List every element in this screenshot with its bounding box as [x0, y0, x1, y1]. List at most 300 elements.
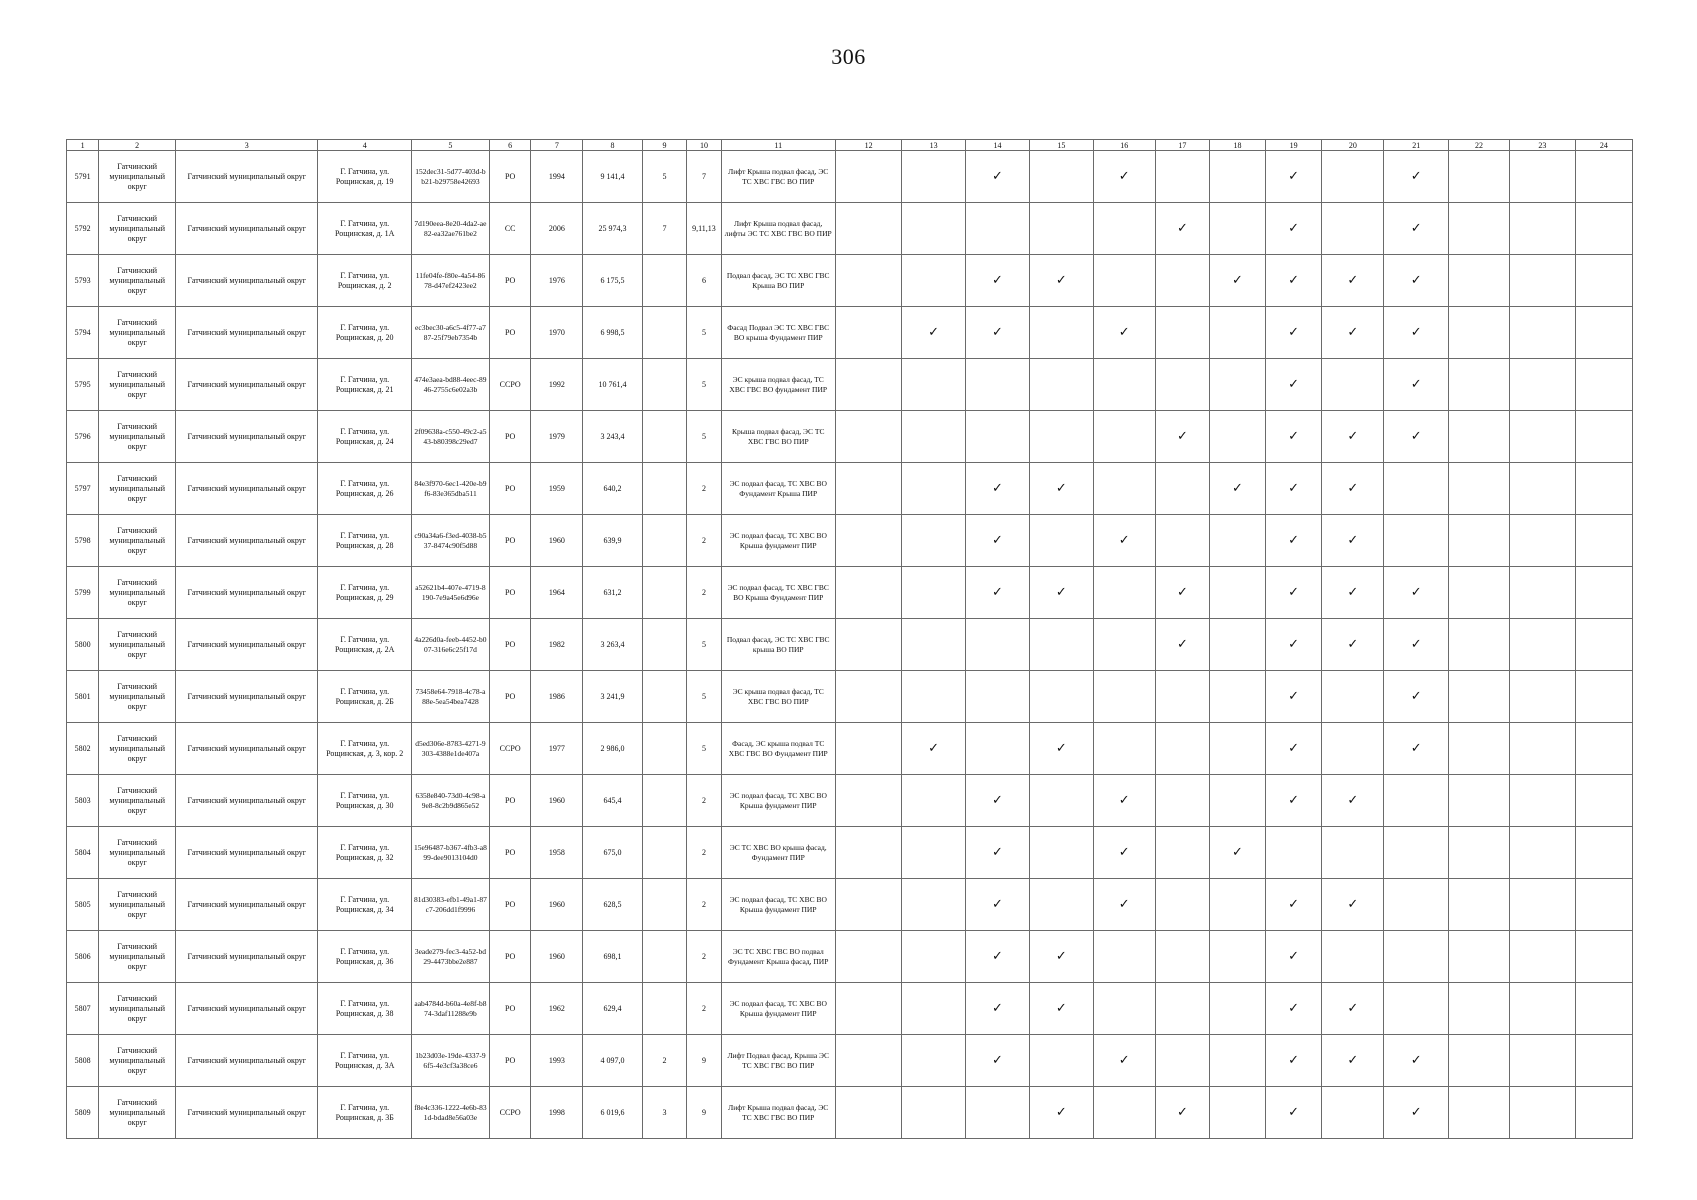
empty-mark-cell — [1575, 411, 1632, 463]
works-list-cell: Фасад, ЭС крыша подвал ТС ХВС ГВС ВО Фундамент ПИР — [721, 723, 835, 775]
empty-mark-cell — [1448, 359, 1509, 411]
address-cell: Г. Гатчина, ул. Рощинская, д. 2А — [318, 619, 412, 671]
house-guid-cell: 6358e840-73d0-4c98-a9e8-8c2b9d865e52 — [411, 775, 489, 827]
row-number: 5806 — [67, 931, 99, 983]
build-year-cell: 2006 — [531, 203, 583, 255]
table-row — [67, 619, 1633, 671]
build-year-cell: 1960 — [531, 515, 583, 567]
management-type-cell: РО — [489, 515, 531, 567]
build-year-cell: 1994 — [531, 151, 583, 203]
column-9-cell — [642, 671, 687, 723]
house-guid-cell: 11fe04fe-f80e-4a54-8678-d47ef2423ee2 — [411, 255, 489, 307]
empty-mark-cell — [902, 463, 965, 515]
floors-cell: 2 — [687, 879, 721, 931]
column-number-row — [67, 140, 1633, 151]
build-year-cell: 1959 — [531, 463, 583, 515]
table-row — [67, 671, 1633, 723]
check-mark-icon: ✓ — [1209, 827, 1265, 879]
empty-mark-cell — [1575, 931, 1632, 983]
empty-mark-cell — [1575, 151, 1632, 203]
district-cell: Гатчинский муниципальный округ — [99, 151, 176, 203]
management-type-cell: РО — [489, 619, 531, 671]
empty-mark-cell — [835, 775, 902, 827]
total-area-cell: 6 175,5 — [583, 255, 642, 307]
district-cell: Гатчинский муниципальный округ — [99, 567, 176, 619]
table-row — [67, 151, 1633, 203]
house-guid-cell: a52621b4-407e-4719-8190-7e9a45e6d96e — [411, 567, 489, 619]
empty-mark-cell — [1575, 723, 1632, 775]
empty-mark-cell — [1155, 515, 1209, 567]
district-cell: Гатчинский муниципальный округ — [99, 411, 176, 463]
column-number-23: 23 — [1510, 140, 1575, 151]
empty-mark-cell — [1575, 463, 1632, 515]
municipality-cell: Гатчинский муниципальный округ — [176, 151, 318, 203]
check-mark-icon: ✓ — [1209, 255, 1265, 307]
check-mark-icon: ✓ — [1266, 775, 1322, 827]
works-list-cell: ЭС подвал фасад, ТС ХВС ВО Крыша фундамент ПИР — [721, 775, 835, 827]
column-number-7: 7 — [531, 140, 583, 151]
column-9-cell — [642, 463, 687, 515]
empty-mark-cell — [1510, 671, 1575, 723]
build-year-cell: 1962 — [531, 983, 583, 1035]
empty-mark-cell — [1093, 931, 1155, 983]
municipality-cell: Гатчинский муниципальный округ — [176, 827, 318, 879]
municipality-cell: Гатчинский муниципальный округ — [176, 1087, 318, 1139]
total-area-cell: 639,9 — [583, 515, 642, 567]
check-mark-icon: ✓ — [965, 931, 1029, 983]
column-9-cell — [642, 411, 687, 463]
management-type-cell: РО — [489, 1035, 531, 1087]
floors-cell: 5 — [687, 671, 721, 723]
empty-mark-cell — [1575, 1087, 1632, 1139]
management-type-cell: РО — [489, 827, 531, 879]
check-mark-icon: ✓ — [1093, 775, 1155, 827]
column-9-cell — [642, 307, 687, 359]
empty-mark-cell — [835, 827, 902, 879]
empty-mark-cell — [1209, 411, 1265, 463]
empty-mark-cell — [1322, 203, 1384, 255]
municipality-cell: Гатчинский муниципальный округ — [176, 723, 318, 775]
column-number-21: 21 — [1384, 140, 1448, 151]
municipality-cell: Гатчинский муниципальный округ — [176, 775, 318, 827]
check-mark-icon: ✓ — [1322, 619, 1384, 671]
check-mark-icon: ✓ — [1322, 983, 1384, 1035]
column-9-cell — [642, 255, 687, 307]
empty-mark-cell — [1030, 203, 1093, 255]
empty-mark-cell — [835, 931, 902, 983]
empty-mark-cell — [902, 411, 965, 463]
row-number: 5793 — [67, 255, 99, 307]
empty-mark-cell — [1093, 255, 1155, 307]
empty-mark-cell — [1093, 203, 1155, 255]
district-cell: Гатчинский муниципальный округ — [99, 255, 176, 307]
empty-mark-cell — [1209, 983, 1265, 1035]
address-cell: Г. Гатчина, ул. Рощинская, д. 29 — [318, 567, 412, 619]
empty-mark-cell — [1575, 1035, 1632, 1087]
works-list-cell: Крыша подвал фасад, ЭС ТС ХВС ГВС ВО ПИР — [721, 411, 835, 463]
check-mark-icon: ✓ — [1030, 931, 1093, 983]
row-number: 5801 — [67, 671, 99, 723]
total-area-cell: 628,5 — [583, 879, 642, 931]
floors-cell: 5 — [687, 307, 721, 359]
empty-mark-cell — [1448, 203, 1509, 255]
check-mark-icon: ✓ — [1384, 411, 1448, 463]
empty-mark-cell — [965, 359, 1029, 411]
check-mark-icon: ✓ — [1266, 203, 1322, 255]
empty-mark-cell — [1030, 827, 1093, 879]
empty-mark-cell — [1209, 931, 1265, 983]
table-row — [67, 463, 1633, 515]
floors-cell: 5 — [687, 411, 721, 463]
build-year-cell: 1958 — [531, 827, 583, 879]
table-row — [67, 983, 1633, 1035]
municipality-cell: Гатчинский муниципальный округ — [176, 307, 318, 359]
house-guid-cell: c90a34a6-f3ed-4038-b537-8474c90f5d88 — [411, 515, 489, 567]
check-mark-icon: ✓ — [1266, 515, 1322, 567]
table-row — [67, 567, 1633, 619]
municipality-cell: Гатчинский муниципальный округ — [176, 931, 318, 983]
empty-mark-cell — [1510, 359, 1575, 411]
management-type-cell: ССРО — [489, 1087, 531, 1139]
empty-mark-cell — [1510, 775, 1575, 827]
empty-mark-cell — [902, 255, 965, 307]
column-number-9: 9 — [642, 140, 687, 151]
district-cell: Гатчинский муниципальный округ — [99, 463, 176, 515]
empty-mark-cell — [1384, 827, 1448, 879]
empty-mark-cell — [1155, 255, 1209, 307]
district-cell: Гатчинский муниципальный округ — [99, 879, 176, 931]
management-type-cell: РО — [489, 671, 531, 723]
empty-mark-cell — [1093, 359, 1155, 411]
floors-cell: 2 — [687, 463, 721, 515]
address-cell: Г. Гатчина, ул. Рощинская, д. 21 — [318, 359, 412, 411]
column-number-12: 12 — [835, 140, 902, 151]
empty-mark-cell — [835, 463, 902, 515]
column-9-cell: 3 — [642, 1087, 687, 1139]
row-number: 5808 — [67, 1035, 99, 1087]
municipality-cell: Гатчинский муниципальный округ — [176, 515, 318, 567]
empty-mark-cell — [1155, 307, 1209, 359]
empty-mark-cell — [1575, 775, 1632, 827]
build-year-cell: 1976 — [531, 255, 583, 307]
address-cell: Г. Гатчина, ул. Рощинская, д. 28 — [318, 515, 412, 567]
column-9-cell — [642, 775, 687, 827]
floors-cell: 9,11,13 — [687, 203, 721, 255]
empty-mark-cell — [1384, 463, 1448, 515]
check-mark-icon: ✓ — [965, 879, 1029, 931]
check-mark-icon: ✓ — [1384, 567, 1448, 619]
district-cell: Гатчинский муниципальный округ — [99, 515, 176, 567]
address-cell: Г. Гатчина, ул. Рощинская, д. 34 — [318, 879, 412, 931]
floors-cell: 7 — [687, 151, 721, 203]
house-guid-cell: d5ed306e-8783-4271-9303-4388e1de407a — [411, 723, 489, 775]
check-mark-icon: ✓ — [1266, 463, 1322, 515]
check-mark-icon: ✓ — [1030, 723, 1093, 775]
check-mark-icon: ✓ — [1322, 255, 1384, 307]
column-9-cell: 2 — [642, 1035, 687, 1087]
empty-mark-cell — [1209, 515, 1265, 567]
address-cell: Г. Гатчина, ул. Рощинская, д. 24 — [318, 411, 412, 463]
empty-mark-cell — [1575, 307, 1632, 359]
house-guid-cell: 474e3aea-bd88-4eec-8946-2755c6e02a3b — [411, 359, 489, 411]
municipality-cell: Гатчинский муниципальный округ — [176, 359, 318, 411]
empty-mark-cell — [1030, 671, 1093, 723]
check-mark-icon: ✓ — [1322, 307, 1384, 359]
empty-mark-cell — [1209, 775, 1265, 827]
table-row — [67, 879, 1633, 931]
total-area-cell: 2 986,0 — [583, 723, 642, 775]
column-number-13: 13 — [902, 140, 965, 151]
empty-mark-cell — [1209, 307, 1265, 359]
empty-mark-cell — [835, 1087, 902, 1139]
column-number-19: 19 — [1266, 140, 1322, 151]
empty-mark-cell — [1093, 567, 1155, 619]
column-number-20: 20 — [1322, 140, 1384, 151]
table-row — [67, 723, 1633, 775]
row-number: 5803 — [67, 775, 99, 827]
empty-mark-cell — [1575, 567, 1632, 619]
management-type-cell: РО — [489, 879, 531, 931]
empty-mark-cell — [965, 671, 1029, 723]
check-mark-icon: ✓ — [965, 775, 1029, 827]
district-cell: Гатчинский муниципальный округ — [99, 619, 176, 671]
total-area-cell: 698,1 — [583, 931, 642, 983]
total-area-cell: 3 263,4 — [583, 619, 642, 671]
check-mark-icon: ✓ — [1155, 411, 1209, 463]
empty-mark-cell — [1209, 879, 1265, 931]
column-9-cell — [642, 879, 687, 931]
house-guid-cell: 73458e64-7918-4c78-a88e-5ea54bea7428 — [411, 671, 489, 723]
empty-mark-cell — [1575, 359, 1632, 411]
municipality-cell: Гатчинский муниципальный округ — [176, 411, 318, 463]
check-mark-icon: ✓ — [1093, 307, 1155, 359]
column-number-17: 17 — [1155, 140, 1209, 151]
empty-mark-cell — [835, 203, 902, 255]
row-number: 5800 — [67, 619, 99, 671]
house-guid-cell: 3eade279-fec3-4a52-bd29-4473bbe2e887 — [411, 931, 489, 983]
empty-mark-cell — [1209, 671, 1265, 723]
row-number: 5794 — [67, 307, 99, 359]
empty-mark-cell — [1155, 359, 1209, 411]
empty-mark-cell — [1448, 151, 1509, 203]
empty-mark-cell — [1322, 1087, 1384, 1139]
row-number: 5792 — [67, 203, 99, 255]
check-mark-icon: ✓ — [1384, 1035, 1448, 1087]
works-list-cell: ЭС подвал фасад, ТС ХВС ГВС ВО Крыша Фундамент ПИР — [721, 567, 835, 619]
municipality-cell: Гатчинский муниципальный округ — [176, 671, 318, 723]
empty-mark-cell — [1155, 1035, 1209, 1087]
house-guid-cell: aab4784d-b60a-4e8f-b874-3daf11288e9b — [411, 983, 489, 1035]
district-cell: Гатчинский муниципальный округ — [99, 775, 176, 827]
management-type-cell: РО — [489, 931, 531, 983]
empty-mark-cell — [1448, 567, 1509, 619]
column-number-14: 14 — [965, 140, 1029, 151]
works-list-cell: ЭС ТС ХВС ВО крыша фасад, Фундамент ПИР — [721, 827, 835, 879]
empty-mark-cell — [1093, 983, 1155, 1035]
check-mark-icon: ✓ — [1093, 827, 1155, 879]
empty-mark-cell — [965, 1087, 1029, 1139]
empty-mark-cell — [1448, 515, 1509, 567]
empty-mark-cell — [1575, 203, 1632, 255]
management-type-cell: ССРО — [489, 723, 531, 775]
column-number-11: 11 — [721, 140, 835, 151]
page-number: 306 — [831, 44, 866, 69]
total-area-cell: 3 243,4 — [583, 411, 642, 463]
table-row — [67, 411, 1633, 463]
empty-mark-cell — [1322, 723, 1384, 775]
works-list-cell: ЭС подвал фасад, ТС ХВС ВО Крыша фундамент ПИР — [721, 515, 835, 567]
empty-mark-cell — [1510, 307, 1575, 359]
floors-cell: 2 — [687, 827, 721, 879]
works-list-cell: ЭС подвал фасад, ТС ХВС ВО Фундамент Крыша ПИР — [721, 463, 835, 515]
empty-mark-cell — [1030, 411, 1093, 463]
empty-mark-cell — [1510, 567, 1575, 619]
empty-mark-cell — [1322, 359, 1384, 411]
floors-cell: 2 — [687, 931, 721, 983]
house-guid-cell: 2f09638a-c550-49c2-a543-b80398c29ed7 — [411, 411, 489, 463]
empty-mark-cell — [1510, 463, 1575, 515]
empty-mark-cell — [1448, 931, 1509, 983]
check-mark-icon: ✓ — [1155, 203, 1209, 255]
total-area-cell: 6 998,5 — [583, 307, 642, 359]
floors-cell: 2 — [687, 567, 721, 619]
empty-mark-cell — [1575, 515, 1632, 567]
column-number-4: 4 — [318, 140, 412, 151]
empty-mark-cell — [1510, 723, 1575, 775]
empty-mark-cell — [1384, 983, 1448, 1035]
works-list-cell: Фасад Подвал ЭС ТС ХВС ГВС ВО крыша Фундамент ПИР — [721, 307, 835, 359]
build-year-cell: 1993 — [531, 1035, 583, 1087]
table-row — [67, 515, 1633, 567]
empty-mark-cell — [1448, 879, 1509, 931]
check-mark-icon: ✓ — [1093, 1035, 1155, 1087]
check-mark-icon: ✓ — [1093, 515, 1155, 567]
floors-cell: 5 — [687, 619, 721, 671]
floors-cell: 2 — [687, 983, 721, 1035]
empty-mark-cell — [835, 151, 902, 203]
check-mark-icon: ✓ — [1030, 983, 1093, 1035]
works-list-cell: Лифт Крыша подвал фасад, ЭС ТС ХВС ГВС ВО ПИР — [721, 151, 835, 203]
check-mark-icon: ✓ — [1266, 307, 1322, 359]
column-9-cell — [642, 723, 687, 775]
works-list-cell: ЭС подвал фасад, ТС ХВС ВО Крыша фундамент ПИР — [721, 879, 835, 931]
column-number-16: 16 — [1093, 140, 1155, 151]
empty-mark-cell — [1510, 931, 1575, 983]
check-mark-icon: ✓ — [965, 255, 1029, 307]
row-number: 5807 — [67, 983, 99, 1035]
empty-mark-cell — [1155, 775, 1209, 827]
column-number-18: 18 — [1209, 140, 1265, 151]
check-mark-icon: ✓ — [1030, 463, 1093, 515]
empty-mark-cell — [1322, 151, 1384, 203]
column-number-3: 3 — [176, 140, 318, 151]
works-list-cell: Подвал фасад, ЭС ТС ХВС ГВС крыша ВО ПИР — [721, 619, 835, 671]
empty-mark-cell — [1030, 619, 1093, 671]
check-mark-icon: ✓ — [965, 307, 1029, 359]
house-guid-cell: 7d190eea-8e20-4da2-ae82-ea32ae761be2 — [411, 203, 489, 255]
floors-cell: 2 — [687, 515, 721, 567]
empty-mark-cell — [1510, 879, 1575, 931]
empty-mark-cell — [902, 619, 965, 671]
empty-mark-cell — [1093, 723, 1155, 775]
empty-mark-cell — [835, 879, 902, 931]
empty-mark-cell — [902, 931, 965, 983]
check-mark-icon: ✓ — [1155, 1087, 1209, 1139]
empty-mark-cell — [1209, 1087, 1265, 1139]
check-mark-icon: ✓ — [1266, 151, 1322, 203]
column-9-cell — [642, 619, 687, 671]
table-row — [67, 255, 1633, 307]
address-cell: Г. Гатчина, ул. Рощинская, д. 30 — [318, 775, 412, 827]
row-number: 5799 — [67, 567, 99, 619]
district-cell: Гатчинский муниципальный округ — [99, 931, 176, 983]
empty-mark-cell — [1155, 827, 1209, 879]
municipality-cell: Гатчинский муниципальный округ — [176, 983, 318, 1035]
column-9-cell — [642, 931, 687, 983]
address-cell: Г. Гатчина, ул. Рощинская, д. 2 — [318, 255, 412, 307]
floors-cell: 9 — [687, 1035, 721, 1087]
house-guid-cell: 15e96487-b367-4fb3-a899-dee9013104d0 — [411, 827, 489, 879]
empty-mark-cell — [1575, 879, 1632, 931]
empty-mark-cell — [835, 1035, 902, 1087]
build-year-cell: 1986 — [531, 671, 583, 723]
check-mark-icon: ✓ — [1384, 203, 1448, 255]
check-mark-icon: ✓ — [1209, 463, 1265, 515]
district-cell: Гатчинский муниципальный округ — [99, 983, 176, 1035]
row-number: 5798 — [67, 515, 99, 567]
empty-mark-cell — [835, 255, 902, 307]
works-list-cell: Лифт Крыша подвал фасад, ЭС ТС ХВС ГВС ВО ПИР — [721, 1087, 835, 1139]
empty-mark-cell — [1448, 307, 1509, 359]
empty-mark-cell — [1510, 411, 1575, 463]
total-area-cell: 631,2 — [583, 567, 642, 619]
house-guid-cell: 81d30383-efb1-49a1-87c7-206dd1f9996 — [411, 879, 489, 931]
housing-register-table — [66, 139, 1633, 1139]
empty-mark-cell — [1510, 827, 1575, 879]
municipality-cell: Гатчинский муниципальный округ — [176, 879, 318, 931]
municipality-cell: Гатчинский муниципальный округ — [176, 255, 318, 307]
house-guid-cell: 152dec31-5d77-403d-bb21-b29758e42693 — [411, 151, 489, 203]
works-list-cell: ЭС ТС ХВС ГВС ВО подвал Фундамент Крыша фасад, ПИР — [721, 931, 835, 983]
address-cell: Г. Гатчина, ул. Рощинская, д. 1А — [318, 203, 412, 255]
empty-mark-cell — [902, 567, 965, 619]
empty-mark-cell — [1448, 983, 1509, 1035]
district-cell: Гатчинский муниципальный округ — [99, 359, 176, 411]
empty-mark-cell — [835, 723, 902, 775]
management-type-cell: РО — [489, 463, 531, 515]
table-row — [67, 307, 1633, 359]
column-9-cell — [642, 567, 687, 619]
district-cell: Гатчинский муниципальный округ — [99, 1035, 176, 1087]
build-year-cell: 1964 — [531, 567, 583, 619]
empty-mark-cell — [902, 203, 965, 255]
district-cell: Гатчинский муниципальный округ — [99, 827, 176, 879]
table-row — [67, 1035, 1633, 1087]
house-guid-cell: ec3bec30-a6c5-4f77-a787-25f79eb7354b — [411, 307, 489, 359]
build-year-cell: 1960 — [531, 775, 583, 827]
empty-mark-cell — [1209, 151, 1265, 203]
column-number-22: 22 — [1448, 140, 1509, 151]
management-type-cell: РО — [489, 411, 531, 463]
build-year-cell: 1977 — [531, 723, 583, 775]
build-year-cell: 1982 — [531, 619, 583, 671]
address-cell: Г. Гатчина, ул. Рощинская, д. 19 — [318, 151, 412, 203]
build-year-cell: 1960 — [531, 879, 583, 931]
house-guid-cell: f8e4c336-1222-4e6b-831d-bdad8e56a03e — [411, 1087, 489, 1139]
total-area-cell: 4 097,0 — [583, 1035, 642, 1087]
empty-mark-cell — [1155, 879, 1209, 931]
total-area-cell: 3 241,9 — [583, 671, 642, 723]
